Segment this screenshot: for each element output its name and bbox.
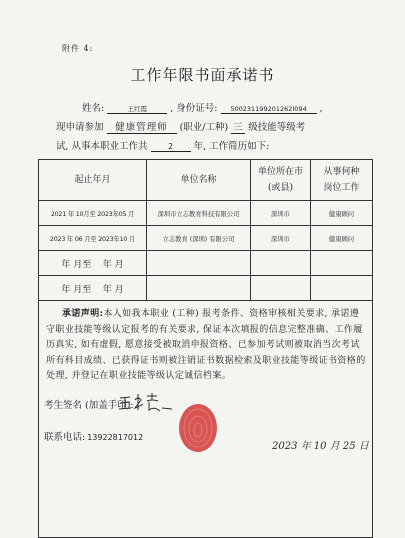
years-suffix: 年, 工作简历如下: bbox=[193, 141, 270, 152]
city-cell: 深圳市 bbox=[251, 226, 311, 251]
company-cell-empty bbox=[147, 276, 251, 301]
occupation-suffix: (职业/工种) bbox=[179, 122, 229, 133]
line-comma: , bbox=[319, 103, 323, 114]
years-line bbox=[56, 138, 269, 152]
header-period: 起止年月 bbox=[39, 160, 147, 201]
years-field: 2 bbox=[151, 142, 191, 152]
id-number-field: 500231199201262I094 bbox=[221, 105, 317, 114]
apply-prefix: 现申请参加 bbox=[56, 122, 104, 133]
header-city: 单位所在市 (或县) bbox=[251, 160, 311, 201]
header-company: 单位名称 bbox=[147, 160, 251, 201]
city-cell-empty bbox=[251, 251, 311, 276]
company-cell: 立志教育 (深圳) 有限公司 bbox=[147, 226, 251, 251]
statement-head: 承诺声明: bbox=[62, 309, 104, 319]
period-cell-empty: 年 月至 年 月 bbox=[39, 276, 147, 301]
table-row-empty bbox=[39, 251, 373, 276]
period-cell-empty: 年 月至 年 月 bbox=[39, 251, 147, 276]
name-field: 王红霞 bbox=[107, 104, 167, 114]
work-history-table bbox=[38, 159, 373, 538]
occupation-field: 健康管理师 bbox=[107, 119, 177, 134]
position-cell: 健康顾问 bbox=[311, 201, 373, 226]
table-header-row bbox=[39, 160, 373, 201]
phone-label: 联系电话: bbox=[44, 432, 86, 443]
position-cell-empty bbox=[311, 276, 373, 301]
city-cell-empty bbox=[251, 276, 311, 301]
level-field: 三 bbox=[231, 119, 245, 134]
company-cell: 深圳市立志教育科技有限公司 bbox=[147, 201, 251, 226]
table-row-empty bbox=[39, 276, 373, 301]
phone-line bbox=[44, 429, 143, 443]
table-row bbox=[39, 201, 373, 226]
fingerprint-stamp bbox=[176, 401, 220, 455]
phone-value: 13922817012 bbox=[87, 433, 144, 442]
level-suffix: 级技能等级考 bbox=[248, 122, 306, 133]
statement-text bbox=[46, 307, 366, 385]
apply-line bbox=[56, 119, 305, 134]
city-cell: 深圳市 bbox=[251, 201, 311, 226]
period-cell: 2021 年 10月至 2023年05 月 bbox=[39, 201, 147, 226]
exam-word: 试, 从事本职业工作共 bbox=[56, 141, 148, 152]
signature-label: 考生签名 (加盖手印): bbox=[44, 400, 134, 411]
header-position: 从事何种 岗位工作 bbox=[311, 160, 373, 201]
position-cell: 健康顾问 bbox=[311, 226, 373, 251]
name-id-line bbox=[82, 100, 323, 114]
handwritten-date: 2023 年 10 月 25 日 bbox=[272, 441, 369, 452]
id-label: , 身份证号: bbox=[170, 103, 218, 114]
period-cell: 2023 年 06 月至 2023年10 月 bbox=[39, 226, 147, 251]
name-label: 姓名: bbox=[82, 103, 105, 114]
handwritten-signature bbox=[116, 388, 176, 418]
position-cell-empty bbox=[311, 251, 373, 276]
company-cell-empty bbox=[147, 251, 251, 276]
attachment-label: 附件 4: bbox=[62, 44, 94, 53]
table-row bbox=[39, 226, 373, 251]
statement-body: 本人如我本职业 (工种) 报考条件、资格审核相关要求, 承诺遵守职业技能等级认定报考的有关要求, 保证本次填报的信息完整准确、工作履历真实, 如有虚假, 愿意接受被取消申报资格、已参加考试则被取消当次考试所有科目成绩、已获得证书则被注销证书数据检索及职业技能等级证书资格的处理, 并登记在职业技能等级认定诚信档案。 bbox=[46, 309, 366, 382]
page-title: 工作年限书面承诺书 bbox=[130, 66, 275, 84]
